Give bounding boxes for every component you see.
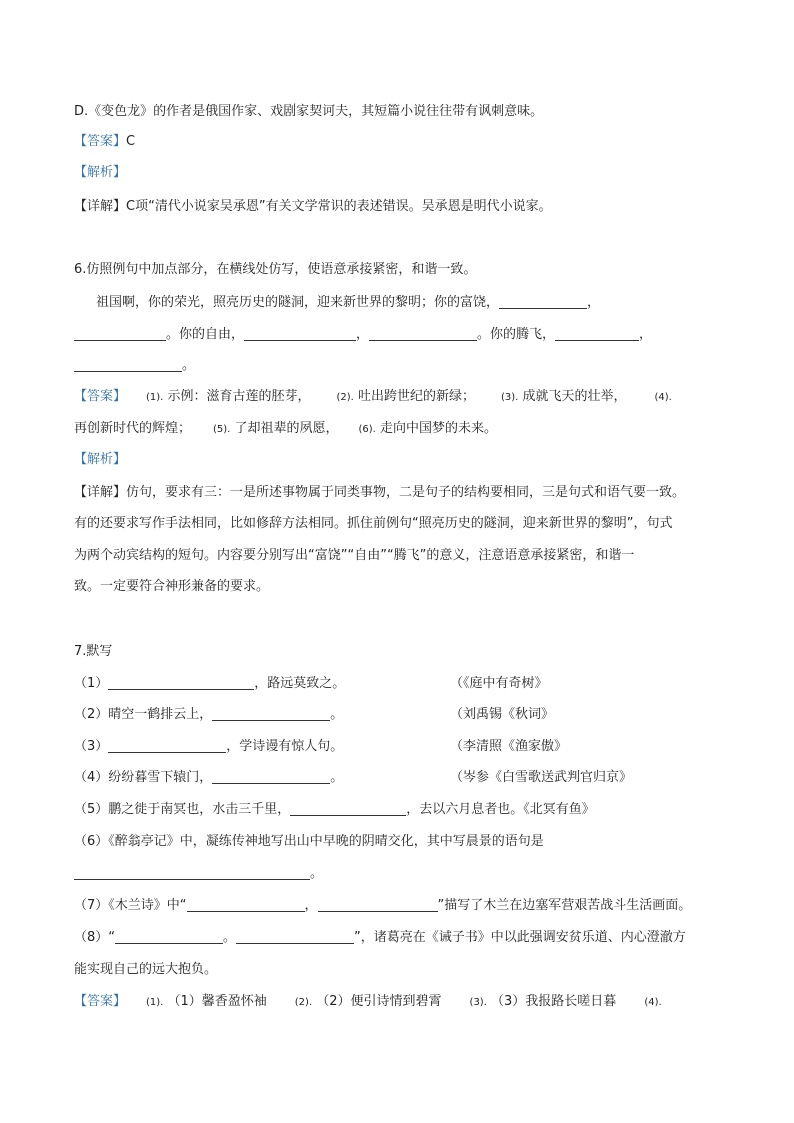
q7-item-1 bbox=[74, 675, 724, 693]
q6-example-line-1 bbox=[96, 294, 746, 312]
analysis-tag: 【解析】 bbox=[74, 165, 127, 180]
q6-answer-row-1 bbox=[74, 388, 724, 407]
item-prefix: （8）“ bbox=[74, 930, 116, 945]
q7-item-8 bbox=[74, 929, 724, 947]
item-suffix: ”，诸葛亮在《诫子书》中以此强调安贫乐道、内心澄澈方 bbox=[354, 930, 686, 945]
comma: ， bbox=[356, 327, 370, 342]
fill-blank-2[interactable] bbox=[74, 326, 166, 341]
item-prefix: （5）鹏之徙于南冥也，水击三千里， bbox=[74, 802, 291, 817]
item-suffix: ，路远莫致之。 bbox=[254, 676, 346, 691]
answer-text: 了却祖辈的夙愿， bbox=[234, 421, 339, 436]
fill-blank-7-5[interactable] bbox=[290, 801, 406, 816]
example-text: 祖国啊，你的荣光，照亮历史的隧洞，迎来新世界的黎明；你的富饶， bbox=[96, 295, 500, 310]
q6-detail-line-1 bbox=[74, 484, 724, 502]
answer-num: (4). bbox=[644, 997, 662, 1008]
answer-text: （3）我报路长嗟日暮 bbox=[491, 994, 617, 1009]
detail-tag: 【详解】 bbox=[74, 485, 127, 500]
q6-detail-line-2: 有的还要求写作手法相同，比如修辞方法相同。抓住前例句“照亮历史的隧洞，迎来新世界的黎明”，句式 bbox=[74, 516, 673, 531]
fill-blank-7-2[interactable] bbox=[212, 706, 330, 721]
q5-detail-row bbox=[74, 198, 724, 216]
item-prefix: （7）《木兰诗》中“ bbox=[74, 898, 187, 913]
fill-blank-7-8b[interactable] bbox=[236, 929, 354, 944]
fill-blank-7-3[interactable] bbox=[108, 738, 226, 753]
end-mark: 。 bbox=[182, 358, 196, 373]
q6-detail-line-3: 为两个动宾结构的短句。内容要分别写出“富饶”“自由”“腾飞”的意义，注意语意承接紧密，和谐一 bbox=[74, 548, 635, 563]
q7-item-6-blank bbox=[74, 865, 724, 883]
fill-blank-7-8a[interactable] bbox=[115, 929, 223, 944]
answer-num: (2). bbox=[294, 997, 313, 1008]
item-prefix: （4）纷纷暮雪下辕门， bbox=[74, 770, 213, 785]
q7-item-5 bbox=[74, 801, 724, 819]
comma: ， bbox=[587, 295, 601, 310]
item-source: （李清照《渔家傲》 bbox=[450, 739, 568, 754]
q6-analysis-tag bbox=[74, 451, 724, 469]
answer-text: （2）便引诗情到碧霄 bbox=[316, 994, 442, 1009]
q7-answer-row bbox=[74, 993, 724, 1012]
item-suffix: 。 bbox=[330, 707, 344, 722]
q7-item-2 bbox=[74, 706, 724, 724]
answer-text: 再创新时代的辉煌； bbox=[74, 421, 192, 436]
answer-text: 走向中国梦的未来。 bbox=[380, 421, 498, 436]
detail-tag: 【详解】 bbox=[74, 199, 127, 214]
q7-item-3 bbox=[74, 738, 724, 756]
q6-example-line-3 bbox=[74, 357, 724, 375]
q7-item-4 bbox=[74, 769, 724, 787]
fill-blank-5[interactable] bbox=[555, 326, 639, 341]
separator: 。 bbox=[223, 930, 237, 945]
text-soar: 。你的腾飞， bbox=[477, 327, 556, 342]
q6-example-line-2 bbox=[74, 326, 724, 344]
answer-num: (4). bbox=[654, 392, 672, 403]
detail-text: C项“清代小说家吴承恩”有关文学常识的表述错误。吴承恩是明代小说家。 bbox=[126, 199, 552, 214]
fill-blank-7-4[interactable] bbox=[212, 769, 330, 784]
item-prefix: （2）晴空一鹤排云上， bbox=[74, 707, 213, 722]
answer-num: (6). bbox=[358, 424, 376, 435]
q7-item-8-cont: 能实现自己的远大抱负。 bbox=[74, 962, 218, 977]
item-source: （《庭中有奇树》 bbox=[450, 676, 548, 691]
answer-num: (3). bbox=[469, 997, 487, 1008]
fill-blank-7-6[interactable] bbox=[74, 865, 310, 880]
item-suffix: ，去以六月息者也。《北冥有鱼》 bbox=[406, 802, 595, 817]
text-freedom: 。你的自由， bbox=[166, 327, 245, 342]
end-mark: 。 bbox=[310, 866, 324, 881]
item-suffix: ”描写了木兰在边塞军营艰苦战斗生活画面。 bbox=[437, 898, 692, 913]
item-source: （刘禹锡《秋词》 bbox=[450, 707, 555, 722]
q6-question: 6.仿照例句中加点部分，在横线处仿写，使语意承接紧密，和谐一致。 bbox=[74, 262, 477, 277]
separator: ， bbox=[304, 898, 318, 913]
comma: ， bbox=[639, 327, 653, 342]
item-prefix: （3） bbox=[74, 739, 109, 754]
answer-num: (5). bbox=[213, 424, 231, 435]
q7-item-6: （6）《醉翁亭记》中，凝练传神地写出山中早晚的阴晴交化，其中写晨景的语句是 bbox=[74, 834, 544, 849]
q7-question: 7.默写 bbox=[74, 644, 113, 659]
detail-text: 仿句，要求有三：一是所述事物属于同类事物，二是句子的结构要相同，三是句式和语气要一致。 bbox=[126, 485, 686, 500]
answer-text: 示例：滋育古莲的胚芽， bbox=[167, 389, 311, 404]
item-suffix: ，学诗谩有惊人句。 bbox=[226, 739, 344, 754]
q5-option-d: D.《变色龙》的作者是俄国作家、戏剧家契诃夫，其短篇小说往往带有讽刺意味。 bbox=[74, 104, 544, 119]
answer-value: C bbox=[126, 134, 136, 149]
fill-blank-3[interactable] bbox=[244, 326, 356, 341]
q5-answer-row bbox=[74, 133, 724, 151]
fill-blank-7-1[interactable] bbox=[108, 675, 254, 690]
answer-num: (1). bbox=[146, 392, 164, 403]
item-prefix: （1） bbox=[74, 676, 109, 691]
fill-blank-7-7a[interactable] bbox=[187, 897, 305, 912]
answer-tag: 【答案】 bbox=[74, 134, 127, 149]
answer-tag: 【答案】 bbox=[74, 389, 127, 404]
answer-text: 吐出跨世纪的新绿； bbox=[358, 389, 476, 404]
answer-num: (2). bbox=[336, 392, 354, 403]
answer-num: (3). bbox=[501, 392, 519, 403]
answer-num: (1). bbox=[146, 997, 164, 1008]
fill-blank-7-7b[interactable] bbox=[318, 897, 438, 912]
q6-answer-row-2 bbox=[74, 420, 724, 439]
q7-item-7 bbox=[74, 897, 724, 915]
analysis-tag: 【解析】 bbox=[74, 452, 127, 467]
q5-analysis-tag bbox=[74, 164, 724, 182]
item-source: （岑参《白雪歌送武判官归京》 bbox=[450, 770, 633, 785]
q6-detail-line-4: 致。一定要符合神形兼备的要求。 bbox=[74, 579, 270, 594]
fill-blank-1[interactable] bbox=[499, 294, 587, 309]
fill-blank-6[interactable] bbox=[74, 357, 182, 372]
answer-text: （1）馨香盈怀袖 bbox=[167, 994, 267, 1009]
answer-text: 成就飞天的壮举， bbox=[522, 389, 627, 404]
answer-tag: 【答案】 bbox=[74, 994, 127, 1009]
fill-blank-4[interactable] bbox=[369, 326, 477, 341]
item-suffix: 。 bbox=[330, 770, 344, 785]
